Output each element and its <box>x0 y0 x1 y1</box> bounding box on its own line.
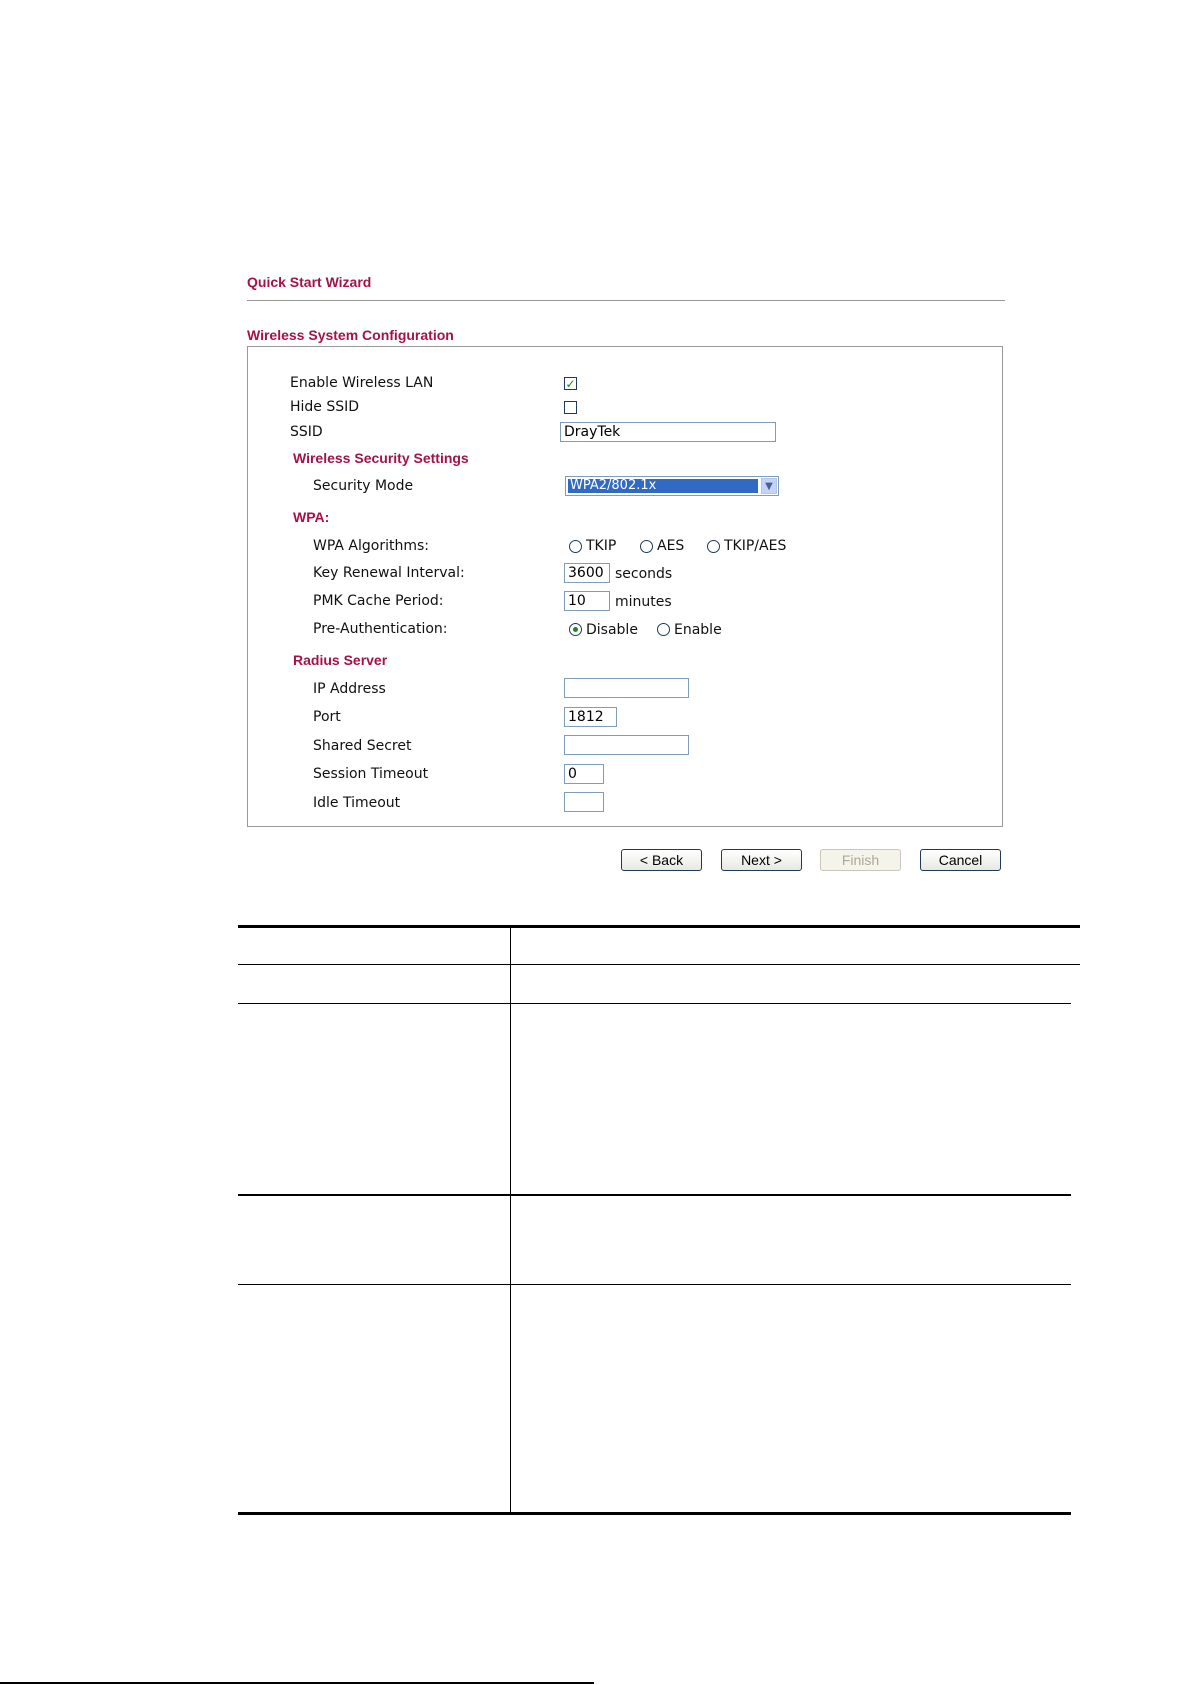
checkmark-icon: ✓ <box>565 376 576 391</box>
port-label: Port <box>313 709 341 725</box>
wpa-algo-tkip-label: TKIP <box>586 538 617 554</box>
key-renewal-input[interactable]: 3600 <box>564 563 610 583</box>
pre-auth-disable-label: Disable <box>586 622 638 638</box>
shared-secret-input[interactable] <box>564 735 689 755</box>
next-button[interactable]: Next > <box>721 849 802 871</box>
session-timeout-label: Session Timeout <box>313 766 429 782</box>
table-top-border <box>238 925 1080 928</box>
hide-ssid-checkbox[interactable] <box>564 401 577 414</box>
radio-selected-dot <box>573 627 578 632</box>
wpa-algo-tkip-aes-label: TKIP/AES <box>724 538 787 554</box>
wizard-title: Quick Start Wizard <box>247 274 372 290</box>
chevron-down-icon[interactable]: ▼ <box>761 478 777 494</box>
pmk-cache-input[interactable]: 10 <box>564 591 610 611</box>
pmk-cache-label: PMK Cache Period: <box>313 593 444 609</box>
pre-auth-disable-radio[interactable] <box>569 623 582 636</box>
title-divider <box>247 300 1005 301</box>
security-mode-select[interactable] <box>565 476 779 496</box>
finish-button: Finish <box>820 849 901 871</box>
section-title: Wireless System Configuration <box>247 327 454 343</box>
security-mode-label: Security Mode <box>313 478 414 494</box>
wpa-heading: WPA: <box>293 509 330 525</box>
table-row-divider <box>238 964 1080 965</box>
radius-heading: Radius Server <box>293 652 388 668</box>
table-column-divider <box>510 925 511 1515</box>
enable-wireless-lan-label: Enable Wireless LAN <box>290 375 434 391</box>
wpa-algo-aes-label: AES <box>657 538 685 554</box>
port-input[interactable]: 1812 <box>564 707 617 727</box>
pre-auth-enable-label: Enable <box>674 622 722 638</box>
hide-ssid-label: Hide SSID <box>290 399 360 415</box>
idle-timeout-label: Idle Timeout <box>313 795 401 811</box>
table-row-divider <box>238 1194 1071 1196</box>
table-row-divider <box>238 1284 1071 1285</box>
key-renewal-unit: seconds <box>615 566 673 582</box>
idle-timeout-input[interactable] <box>564 792 604 812</box>
key-renewal-label: Key Renewal Interval: <box>313 565 465 581</box>
ip-address-label: IP Address <box>313 681 386 697</box>
table-row-divider <box>238 1003 1071 1004</box>
back-button[interactable]: < Back <box>621 849 702 871</box>
wpa-algo-tkip-aes-radio[interactable] <box>707 540 720 553</box>
shared-secret-label: Shared Secret <box>313 738 412 754</box>
pre-auth-label: Pre-Authentication: <box>313 621 448 637</box>
cancel-button[interactable]: Cancel <box>920 849 1001 871</box>
wpa-algorithms-label: WPA Algorithms: <box>313 538 429 554</box>
ssid-label: SSID <box>290 424 323 440</box>
enable-wireless-lan-checkbox[interactable] <box>564 377 577 390</box>
security-settings-heading: Wireless Security Settings <box>293 450 469 466</box>
wpa-algo-tkip-radio[interactable] <box>569 540 582 553</box>
ip-address-input[interactable] <box>564 678 689 698</box>
pre-auth-enable-radio[interactable] <box>657 623 670 636</box>
ssid-input[interactable]: DrayTek <box>560 422 776 442</box>
security-mode-value: WPA2/802.1x <box>568 479 758 493</box>
table-bottom-border <box>238 1512 1071 1515</box>
session-timeout-input[interactable]: 0 <box>564 764 604 784</box>
wpa-algo-aes-radio[interactable] <box>640 540 653 553</box>
footer-rule <box>0 1682 594 1684</box>
pmk-cache-unit: minutes <box>615 594 672 610</box>
